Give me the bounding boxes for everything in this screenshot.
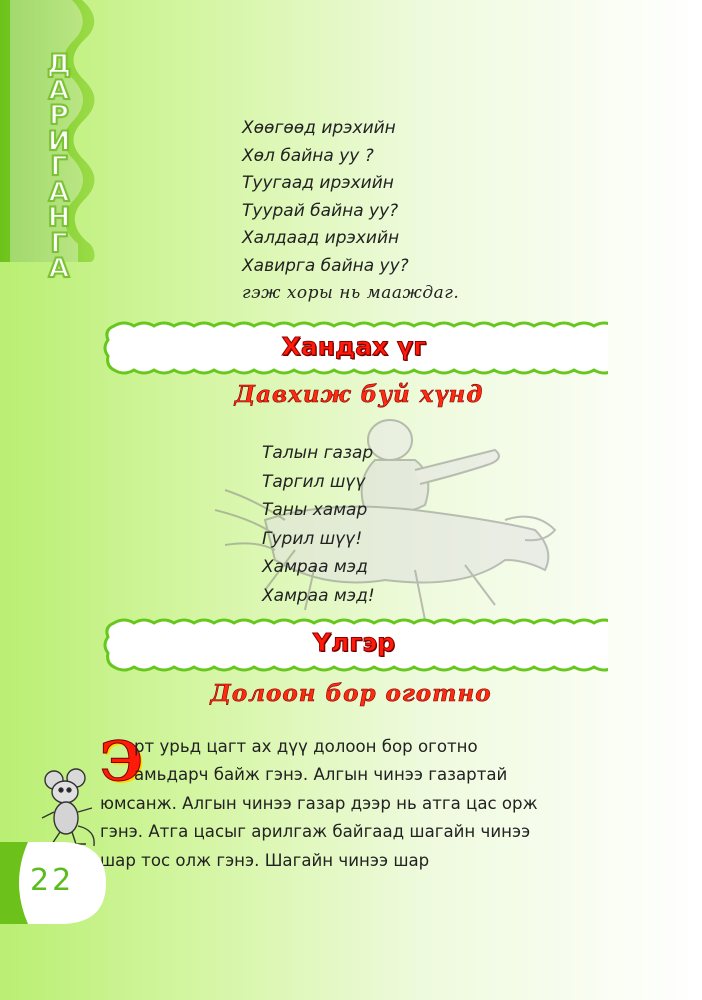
story-text	[100, 729, 600, 875]
side-title	[36, 49, 82, 284]
side-title-letter: Н	[47, 202, 71, 233]
side-title-letter: А	[48, 176, 70, 208]
story-line: амьдарч байж гэнэ. Алгын чинээ газартай	[134, 765, 508, 785]
poem-line: Халдаад ирэхийн	[242, 228, 400, 248]
banner-heading: Хандах үг	[281, 332, 427, 361]
poem-line: Талын газар	[262, 443, 374, 463]
poem-second	[262, 439, 375, 610]
story-line: юмсанж. Алгын чинээ газар дээр нь атга цас орж	[100, 793, 538, 813]
story-line: рт урьд цагт ах дүү долоон бор оготно	[134, 737, 478, 756]
side-title-letter: Г	[50, 227, 68, 259]
page-number: 22	[30, 863, 75, 898]
section-subtitle: Долоон бор оготно	[210, 680, 492, 707]
poem-line: Хамраа мэд!	[262, 585, 375, 606]
poem-line: Гурил шүү!	[262, 528, 363, 549]
mouse-illustration	[36, 768, 100, 850]
section-subtitle: Давхиж буй хүнд	[234, 381, 484, 408]
side-title-letter: А	[48, 74, 70, 106]
poem-first	[242, 115, 459, 308]
story-line: шар тос олж гэнэ. Шагайн чинээ шар	[100, 850, 430, 870]
rider-illustration	[205, 410, 575, 620]
story-line: гэнэ. Атга цасыг арилгаж байгаад шагайн чинээ	[100, 822, 531, 842]
section-banner-ulger	[100, 617, 608, 673]
side-title-letter: Р	[49, 100, 69, 131]
side-title-letter: Д	[46, 49, 72, 80]
banner-heading: Үлгэр	[312, 628, 396, 657]
side-title-letter: А	[48, 253, 70, 284]
poem-line: Хавирга байна уу?	[242, 255, 409, 276]
side-title-letter: И	[47, 125, 71, 157]
drop-cap: Э	[100, 729, 143, 793]
poem-line: Хөөгөөд ирэхийн	[242, 118, 396, 138]
poem-line: гэж хоры нь мааждаг.	[242, 283, 460, 303]
poem-line: Таргил шүү	[262, 471, 366, 492]
poem-line: Хамраа мэд	[262, 557, 368, 577]
poem-line: Хөл байна уу ?	[242, 145, 374, 166]
poem-line: Туугаад ирэхийн	[242, 173, 394, 193]
side-title-letter: Г	[50, 151, 68, 182]
section-banner-handah-ug	[100, 320, 608, 376]
poem-line: Туурай байна уу?	[242, 200, 399, 221]
poem-line: Таны хамар	[262, 500, 368, 520]
